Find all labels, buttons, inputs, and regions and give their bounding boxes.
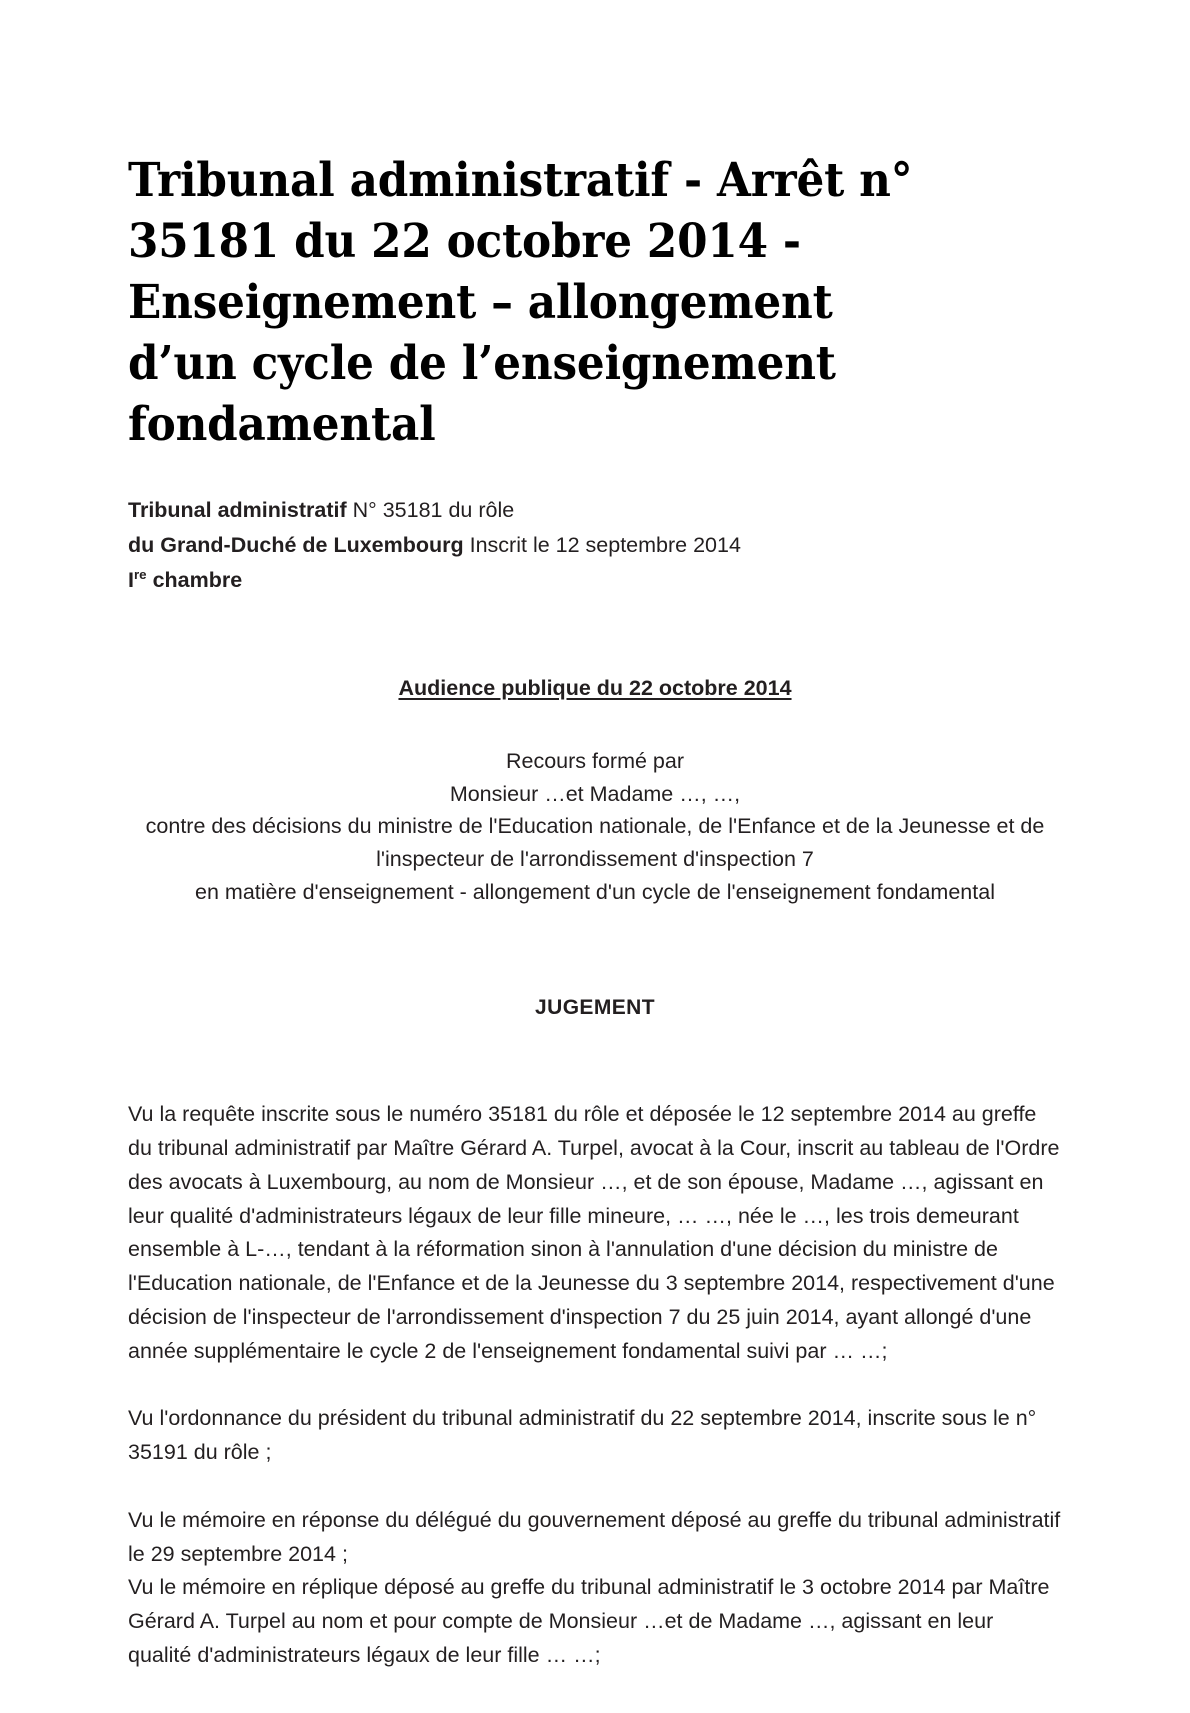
court-line-registration bbox=[128, 528, 1062, 563]
parties-line-appellants: Monsieur …et Madame …, …, bbox=[449, 781, 741, 806]
parties-line-appeal-by: Recours formé par bbox=[505, 748, 685, 773]
chamber-label bbox=[128, 568, 242, 592]
paragraph-ordonnance: Vu l'ordonnance du président du tribunal administratif du 22 septembre 2014, inscrite sous le n° 35191 du rôle ; bbox=[128, 1406, 1037, 1465]
court-name-label: Tribunal administratif bbox=[128, 498, 347, 523]
parties-block bbox=[128, 745, 1062, 908]
hearing-heading: Audience publique du 22 octobre 2014 bbox=[398, 675, 792, 700]
paragraph-memoire-reponse: Vu le mémoire en réponse du délégué du gouvernement déposé au greffe du tribunal administratif le 29 septembre 2014 ; bbox=[128, 1507, 1061, 1566]
court-identification-block bbox=[128, 493, 1062, 597]
page-title: Tribunal administratif - Arrêt n° 35181 du 22 octobre 2014 - Enseignement – allongement d’un cycle de l’enseignement fondamental bbox=[128, 153, 913, 453]
paragraph-requete: Vu la requête inscrite sous le numéro 35181 du rôle et déposée le 12 septembre 2014 au greffe du tribunal administratif par Maître Gérard A. Turpel, avocat à la Cour, inscrit au tableau de l'Ordre des avocats à Luxembourg, au nom de Monsieur …, et de son épouse, Madame …, agissant en leur qualité d'administrateurs légaux de leur fille mineure, … …, née le …, les trois demeurant ensemble à L-…, tendant à la réformation sinon à l'annulation d'une décision du ministre de l'Education nationale, de l'Enfance et de la Jeunesse du 3 septembre 2014, respectivement d'une décision de l'inspecteur de l'arrondissement d'inspection 7 du 25 juin 2014, ayant allongé d'une année supplémentaire le cycle 2 de l'enseignement fondamental suivi par … …; bbox=[128, 1102, 1060, 1363]
parties-line-subject-matter: en matière d'enseignement - allongement d'un cycle de l'enseignement fondamental bbox=[195, 879, 995, 904]
paragraph-memoire-replique: Vu le mémoire en réplique déposé au greffe du tribunal administratif le 3 octobre 2014 par Maître Gérard A. Turpel au nom et pour compte de Monsieur …et de Madame …, agissant en leur qualité d'administrateurs légaux de leur fille … …; bbox=[128, 1575, 1050, 1667]
jugement-heading: JUGEMENT bbox=[535, 996, 655, 1020]
court-line-role bbox=[128, 493, 1062, 528]
chamber-word: chambre bbox=[146, 568, 243, 593]
court-line-chamber bbox=[128, 563, 1062, 598]
chamber-ordinal-number: I bbox=[128, 568, 134, 593]
court-registration-date: Inscrit le 12 septembre 2014 bbox=[463, 533, 741, 558]
court-role-number: N° 35181 du rôle bbox=[346, 498, 515, 523]
chamber-ordinal-suffix: re bbox=[133, 566, 147, 582]
court-jurisdiction-label: du Grand-Duché de Luxembourg bbox=[128, 533, 464, 558]
parties-line-respondents: contre des décisions du ministre de l'Education nationale, de l'Enfance et de la Jeunesse et de l'inspecteur de l'arrondissement d'inspection 7 bbox=[145, 814, 1045, 871]
judgment-body bbox=[128, 1098, 1062, 1672]
